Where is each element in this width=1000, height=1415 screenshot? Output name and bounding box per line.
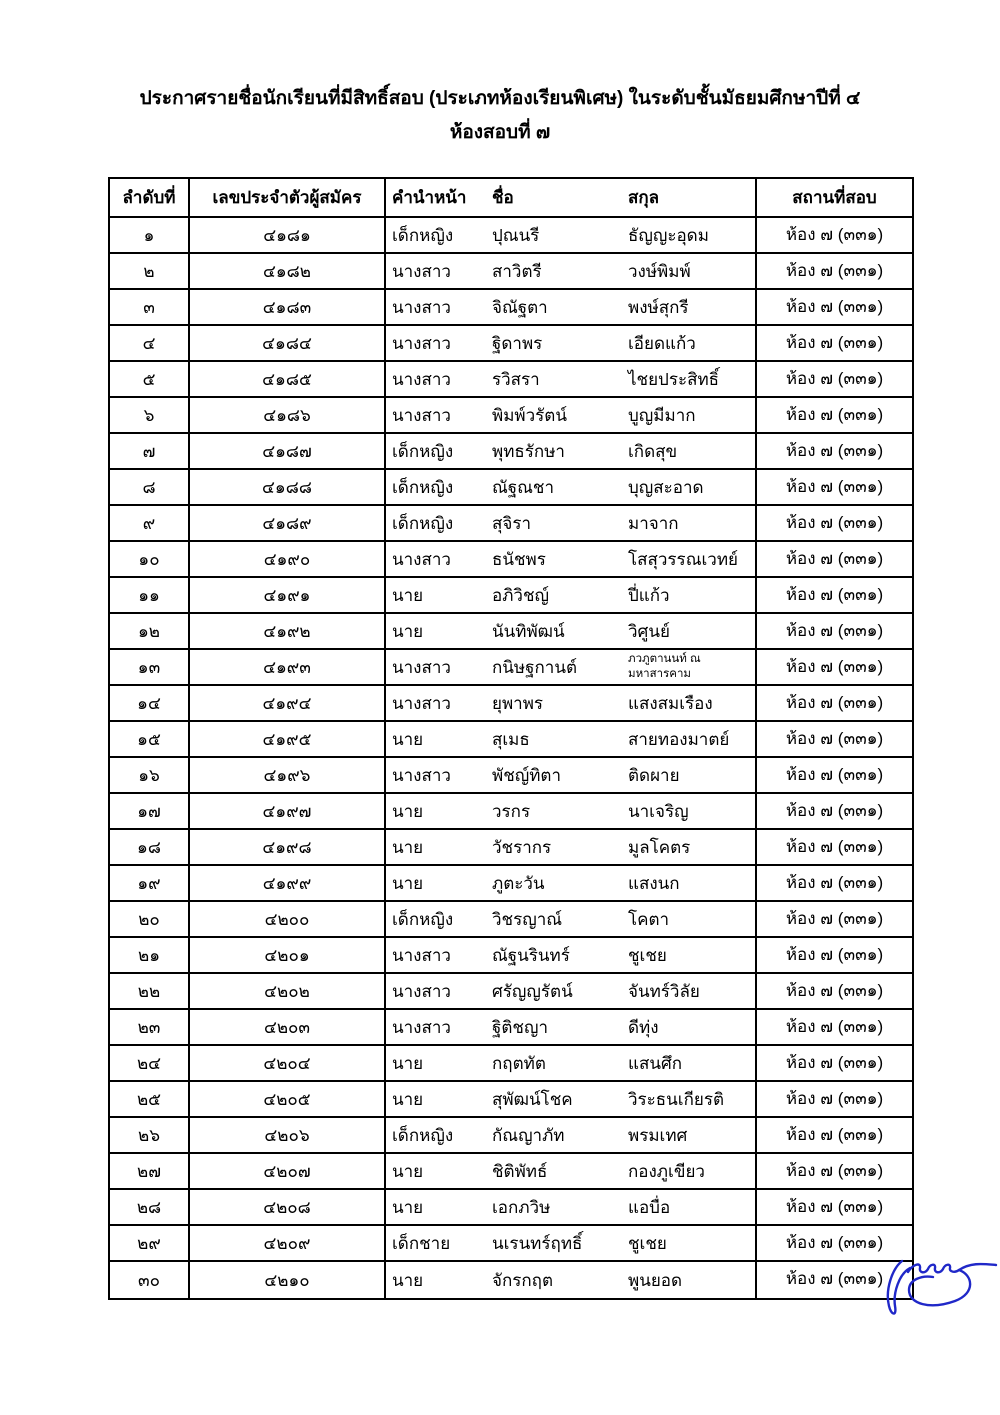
first-name: เอกภวิษ xyxy=(492,1197,551,1217)
table-header-row xyxy=(110,179,912,218)
table-row xyxy=(110,650,912,686)
exam-room: ห้อง ๗ (๓๓๑) xyxy=(785,549,884,568)
name-title: นาย xyxy=(392,837,424,857)
name-cell xyxy=(386,1010,757,1044)
first-name: ปุณนรี xyxy=(492,225,540,245)
exam-room: ห้อง ๗ (๓๓๑) xyxy=(785,981,884,1000)
table-row xyxy=(110,794,912,830)
name-cell xyxy=(386,902,757,936)
row-number: ๒๓ xyxy=(110,1010,190,1044)
exam-room: ห้อง ๗ (๓๓๑) xyxy=(785,333,884,352)
name-cell xyxy=(386,650,757,684)
table-row xyxy=(110,902,912,938)
applicant-id: ๔๒๐๗ xyxy=(190,1154,386,1188)
table-row xyxy=(110,290,912,326)
applicant-id: ๔๑๘๗ xyxy=(190,434,386,468)
name-title: เด็กหญิง xyxy=(392,1125,454,1145)
first-name: กฤตทัต xyxy=(492,1053,546,1073)
name-title: นางสาว xyxy=(392,405,451,425)
surname: วงษ์พิมพ์ xyxy=(628,261,691,281)
exam-room: ห้อง ๗ (๓๓๑) xyxy=(785,1197,884,1216)
name-title: นางสาว xyxy=(392,549,451,569)
surname: พรมเทศ xyxy=(628,1125,688,1145)
name-cell xyxy=(386,470,757,504)
surname: มาจาก xyxy=(628,513,679,533)
exam-room: ห้อง ๗ (๓๓๑) xyxy=(785,1161,884,1180)
applicant-id: ๔๑๙๔ xyxy=(190,686,386,720)
surname: แสงสมเรือง xyxy=(628,693,713,713)
first-name: ธนัชพร xyxy=(492,549,546,569)
name-cell xyxy=(386,1046,757,1080)
exam-room: ห้อง ๗ (๓๓๑) xyxy=(785,513,884,532)
row-number: ๑๑ xyxy=(110,578,190,612)
exam-room: ห้อง ๗ (๓๓๑) xyxy=(785,801,884,820)
row-number: ๒๒ xyxy=(110,974,190,1008)
row-number: ๒๔ xyxy=(110,1046,190,1080)
table-row xyxy=(110,1046,912,1082)
name-title: นางสาว xyxy=(392,981,451,1001)
applicant-id: ๔๒๐๔ xyxy=(190,1046,386,1080)
row-number: ๑๔ xyxy=(110,686,190,720)
exam-room: ห้อง ๗ (๓๓๑) xyxy=(785,225,884,244)
exam-room: ห้อง ๗ (๓๓๑) xyxy=(785,1125,884,1144)
first-name: สุจิรา xyxy=(492,513,532,533)
row-number: ๖ xyxy=(110,398,190,432)
signature-ink xyxy=(888,1261,996,1314)
name-title: นาย xyxy=(392,1197,424,1217)
page-title-line2: ห้องสอบที่ ๗ xyxy=(449,122,551,143)
applicant-id: ๔๑๙๘ xyxy=(190,830,386,864)
name-title: เด็กชาย xyxy=(392,1233,451,1253)
header-exam-location: สถานที่สอบ xyxy=(792,188,877,207)
name-title: นาย xyxy=(392,1161,424,1181)
first-name: ศรัญญรัตน์ xyxy=(492,981,573,1001)
applicant-id: ๔๑๙๖ xyxy=(190,758,386,792)
surname: ไชยประสิทธิ์ xyxy=(628,369,720,389)
name-cell xyxy=(386,326,757,360)
name-title: เด็กหญิง xyxy=(392,513,454,533)
table-row xyxy=(110,974,912,1010)
name-cell xyxy=(386,614,757,648)
row-number: ๒๖ xyxy=(110,1118,190,1152)
table-body xyxy=(110,218,912,1298)
name-title: นาย xyxy=(392,873,424,893)
exam-room: ห้อง ๗ (๓๓๑) xyxy=(785,1233,884,1252)
first-name: พัชญ์ทิตา xyxy=(492,765,562,785)
first-name: กัณญาภัท xyxy=(492,1125,565,1145)
name-cell xyxy=(386,398,757,432)
exam-room: ห้อง ๗ (๓๓๑) xyxy=(785,1017,884,1036)
name-title: เด็กหญิง xyxy=(392,477,454,497)
table-row xyxy=(110,938,912,974)
name-title: นางสาว xyxy=(392,261,451,281)
header-order: ลำดับที่ xyxy=(110,179,190,216)
row-number: ๓๐ xyxy=(110,1262,190,1298)
name-title: นาย xyxy=(392,585,424,605)
header-title: คำนำหน้า xyxy=(392,188,467,207)
row-number: ๑๖ xyxy=(110,758,190,792)
surname: จันทร์วิลัย xyxy=(628,981,700,1001)
table-row xyxy=(110,542,912,578)
surname: ปี่แก้ว xyxy=(628,585,670,605)
first-name: จักรกฤต xyxy=(492,1270,554,1290)
table-row xyxy=(110,1082,912,1118)
exam-room: ห้อง ๗ (๓๓๑) xyxy=(785,657,884,676)
row-number: ๑๕ xyxy=(110,722,190,756)
first-name: ฐิติชญา xyxy=(492,1017,548,1037)
surname: ติดผาย xyxy=(628,765,680,785)
exam-room: ห้อง ๗ (๓๓๑) xyxy=(785,945,884,964)
first-name: ณัฐนรินทร์ xyxy=(492,945,570,965)
row-number: ๕ xyxy=(110,362,190,396)
exam-room: ห้อง ๗ (๓๓๑) xyxy=(785,837,884,856)
surname: แสงนก xyxy=(628,873,680,893)
name-cell xyxy=(386,866,757,900)
name-title: นางสาว xyxy=(392,297,451,317)
name-title: นางสาว xyxy=(392,369,451,389)
name-cell xyxy=(386,830,757,864)
row-number: ๑๒ xyxy=(110,614,190,648)
name-cell xyxy=(386,254,757,288)
surname: แสนศึก xyxy=(628,1053,683,1073)
applicant-id: ๔๒๐๑ xyxy=(190,938,386,972)
row-number: ๑๙ xyxy=(110,866,190,900)
name-title: นางสาว xyxy=(392,657,451,677)
table-row xyxy=(110,326,912,362)
surname: มูลโคตร xyxy=(628,837,691,857)
name-cell xyxy=(386,1190,757,1224)
table-row xyxy=(110,434,912,470)
exam-room: ห้อง ๗ (๓๓๑) xyxy=(785,1269,884,1288)
name-title: นาย xyxy=(392,729,424,749)
surname: พูนยอด xyxy=(628,1270,683,1290)
table-row xyxy=(110,866,912,902)
name-cell xyxy=(386,506,757,540)
exam-room: ห้อง ๗ (๓๓๑) xyxy=(785,693,884,712)
applicant-id: ๔๑๘๑ xyxy=(190,218,386,252)
row-number: ๒๕ xyxy=(110,1082,190,1116)
exam-room: ห้อง ๗ (๓๓๑) xyxy=(785,1053,884,1072)
document-title xyxy=(0,82,1000,150)
header-name-group xyxy=(386,179,757,216)
student-table xyxy=(108,177,914,1300)
applicant-id: ๔๑๘๖ xyxy=(190,398,386,432)
first-name: จิณัฐตา xyxy=(492,297,548,317)
name-title: นาย xyxy=(392,1270,424,1290)
table-row xyxy=(110,362,912,398)
surname: เกิดสุข xyxy=(628,441,678,461)
name-title: นางสาว xyxy=(392,1017,451,1037)
surname: กองภูเขียว xyxy=(628,1161,705,1181)
applicant-id: ๔๑๘๒ xyxy=(190,254,386,288)
first-name: วัชรากร xyxy=(492,837,552,857)
row-number: ๘ xyxy=(110,470,190,504)
surname: ชูเชย xyxy=(628,1233,667,1253)
applicant-id: ๔๒๐๘ xyxy=(190,1190,386,1224)
surname: นาเจริญ xyxy=(628,801,689,821)
table-row xyxy=(110,1262,912,1298)
row-number: ๓ xyxy=(110,290,190,324)
name-cell xyxy=(386,794,757,828)
surname: บูญมีมาก xyxy=(628,405,696,425)
applicant-id: ๔๑๘๘ xyxy=(190,470,386,504)
exam-room: ห้อง ๗ (๓๓๑) xyxy=(785,585,884,604)
exam-room: ห้อง ๗ (๓๓๑) xyxy=(785,873,884,892)
table-row xyxy=(110,506,912,542)
applicant-id: ๔๑๙๓ xyxy=(190,650,386,684)
name-cell xyxy=(386,758,757,792)
name-title: นางสาว xyxy=(392,765,451,785)
table-row xyxy=(110,470,912,506)
name-title: นาย xyxy=(392,1089,424,1109)
surname: แอบื่อ xyxy=(628,1197,671,1217)
row-number: ๑๗ xyxy=(110,794,190,828)
name-title: นาย xyxy=(392,801,424,821)
applicant-id: ๔๑๘๙ xyxy=(190,506,386,540)
exam-room: ห้อง ๗ (๓๓๑) xyxy=(785,909,884,928)
applicant-id: ๔๑๙๐ xyxy=(190,542,386,576)
exam-room: ห้อง ๗ (๓๓๑) xyxy=(785,369,884,388)
header-applicant-id: เลขประจำตัวผู้สมัคร xyxy=(190,179,386,216)
name-title: นางสาว xyxy=(392,693,451,713)
name-title: เด็กหญิง xyxy=(392,441,454,461)
applicant-id: ๔๑๘๕ xyxy=(190,362,386,396)
applicant-id: ๔๒๐๐ xyxy=(190,902,386,936)
applicant-id: ๔๒๐๖ xyxy=(190,1118,386,1152)
table-row xyxy=(110,830,912,866)
name-cell xyxy=(386,1082,757,1116)
surname-line1: ภวภูตานนท์ ณ xyxy=(628,653,701,666)
name-cell xyxy=(386,578,757,612)
name-title: นาย xyxy=(392,1053,424,1073)
table-row xyxy=(110,1190,912,1226)
header-first-name: ชื่อ xyxy=(492,188,514,207)
row-number: ๑๘ xyxy=(110,830,190,864)
name-title: เด็กหญิง xyxy=(392,909,454,929)
row-number: ๑๐ xyxy=(110,542,190,576)
table-row xyxy=(110,1118,912,1154)
first-name: วรกร xyxy=(492,801,531,821)
table-row xyxy=(110,218,912,254)
surname-line2: มหาสารคาม xyxy=(628,668,692,680)
page-title-line1: ประกาศรายชื่อนักเรียนที่มีสิทธิ์สอบ (ประเภทห้องเรียนพิเศษ) ในระดับชั้นมัธยมศึกษาปีที่ ๔ xyxy=(139,88,861,109)
exam-room: ห้อง ๗ (๓๓๑) xyxy=(785,765,884,784)
table-row xyxy=(110,758,912,794)
row-number: ๒๘ xyxy=(110,1190,190,1224)
applicant-id: ๔๒๐๓ xyxy=(190,1010,386,1044)
surname: โคตา xyxy=(628,909,670,929)
table-row xyxy=(110,614,912,650)
exam-room: ห้อง ๗ (๓๓๑) xyxy=(785,477,884,496)
row-number: ๒๐ xyxy=(110,902,190,936)
surname: ธัญญะอุดม xyxy=(628,225,709,245)
surname: บุญสะอาด xyxy=(628,477,704,497)
first-name: ณัฐณชา xyxy=(492,477,555,497)
exam-room: ห้อง ๗ (๓๓๑) xyxy=(785,261,884,280)
surname: เอียดแก้ว xyxy=(628,333,696,353)
first-name: สุเมธ xyxy=(492,729,530,749)
row-number: ๑๓ xyxy=(110,650,190,684)
surname: สายทองมาตย์ xyxy=(628,729,730,749)
table-row xyxy=(110,578,912,614)
name-cell xyxy=(386,1118,757,1152)
signature-scribble xyxy=(872,1252,998,1324)
name-cell xyxy=(386,542,757,576)
table-row xyxy=(110,254,912,290)
name-cell xyxy=(386,218,757,252)
applicant-id: ๔๑๘๔ xyxy=(190,326,386,360)
first-name: สาวิตรี xyxy=(492,261,542,281)
applicant-id: ๔๒๐๒ xyxy=(190,974,386,1008)
table-row xyxy=(110,722,912,758)
first-name: ชิติพัทธ์ xyxy=(492,1161,548,1181)
name-title: นาย xyxy=(392,621,424,641)
exam-room: ห้อง ๗ (๓๓๑) xyxy=(785,1089,884,1108)
table-row xyxy=(110,1010,912,1046)
name-cell xyxy=(386,1226,757,1260)
applicant-id: ๔๑๙๒ xyxy=(190,614,386,648)
row-number: ๒๙ xyxy=(110,1226,190,1260)
name-title: นางสาว xyxy=(392,333,451,353)
applicant-id: ๔๑๙๗ xyxy=(190,794,386,828)
table-row xyxy=(110,1154,912,1190)
first-name: พุทธรักษา xyxy=(492,441,565,461)
name-cell xyxy=(386,290,757,324)
exam-room: ห้อง ๗ (๓๓๑) xyxy=(785,441,884,460)
applicant-id: ๔๑๙๑ xyxy=(190,578,386,612)
first-name: ภูตะวัน xyxy=(492,873,545,893)
applicant-id: ๔๑๘๓ xyxy=(190,290,386,324)
name-cell xyxy=(386,362,757,396)
name-cell xyxy=(386,686,757,720)
applicant-id: ๔๒๐๕ xyxy=(190,1082,386,1116)
table-row xyxy=(110,398,912,434)
name-title: เด็กหญิง xyxy=(392,225,454,245)
surname: วิระธนเกียรติ xyxy=(628,1089,725,1109)
surname: พงษ์สุกรี xyxy=(628,297,689,317)
first-name: สุพัฒน์โชค xyxy=(492,1089,573,1109)
name-title: นางสาว xyxy=(392,945,451,965)
row-number: ๔ xyxy=(110,326,190,360)
name-cell xyxy=(386,1262,757,1298)
first-name: กนิษฐกานต์ xyxy=(492,657,577,677)
first-name: นันทิพัฒน์ xyxy=(492,621,565,641)
exam-room: ห้อง ๗ (๓๓๑) xyxy=(785,405,884,424)
surname: โสสุวรรณเวทย์ xyxy=(628,549,738,569)
first-name: ยุพาพร xyxy=(492,693,544,713)
name-cell xyxy=(386,434,757,468)
first-name: วิชรญาณ์ xyxy=(492,909,563,929)
applicant-id: ๔๒๑๐ xyxy=(190,1262,386,1298)
first-name: ฐิดาพร xyxy=(492,333,543,353)
table-row xyxy=(110,686,912,722)
surname: ชูเชย xyxy=(628,945,667,965)
name-cell xyxy=(386,938,757,972)
first-name: นเรนทร์ฤทธิ์ xyxy=(492,1233,583,1253)
row-number: ๑ xyxy=(110,218,190,252)
surname xyxy=(628,652,755,682)
surname: วิศูนย์ xyxy=(628,621,670,641)
first-name: อภิวิชญ์ xyxy=(492,585,549,605)
name-cell xyxy=(386,974,757,1008)
surname: ดีทุ่ง xyxy=(628,1017,659,1037)
row-number: ๙ xyxy=(110,506,190,540)
applicant-id: ๔๑๙๙ xyxy=(190,866,386,900)
exam-room: ห้อง ๗ (๓๓๑) xyxy=(785,297,884,316)
first-name: รวิสรา xyxy=(492,369,540,389)
name-cell xyxy=(386,722,757,756)
applicant-id: ๔๑๙๕ xyxy=(190,722,386,756)
exam-room: ห้อง ๗ (๓๓๑) xyxy=(785,621,884,640)
row-number: ๒ xyxy=(110,254,190,288)
row-number: ๗ xyxy=(110,434,190,468)
table-row xyxy=(110,1226,912,1262)
row-number: ๒๗ xyxy=(110,1154,190,1188)
name-cell xyxy=(386,1154,757,1188)
first-name: พิมพ์วรัตน์ xyxy=(492,405,567,425)
applicant-id: ๔๒๐๙ xyxy=(190,1226,386,1260)
row-number: ๒๑ xyxy=(110,938,190,972)
header-surname: สกุล xyxy=(628,188,660,207)
exam-room: ห้อง ๗ (๓๓๑) xyxy=(785,729,884,748)
